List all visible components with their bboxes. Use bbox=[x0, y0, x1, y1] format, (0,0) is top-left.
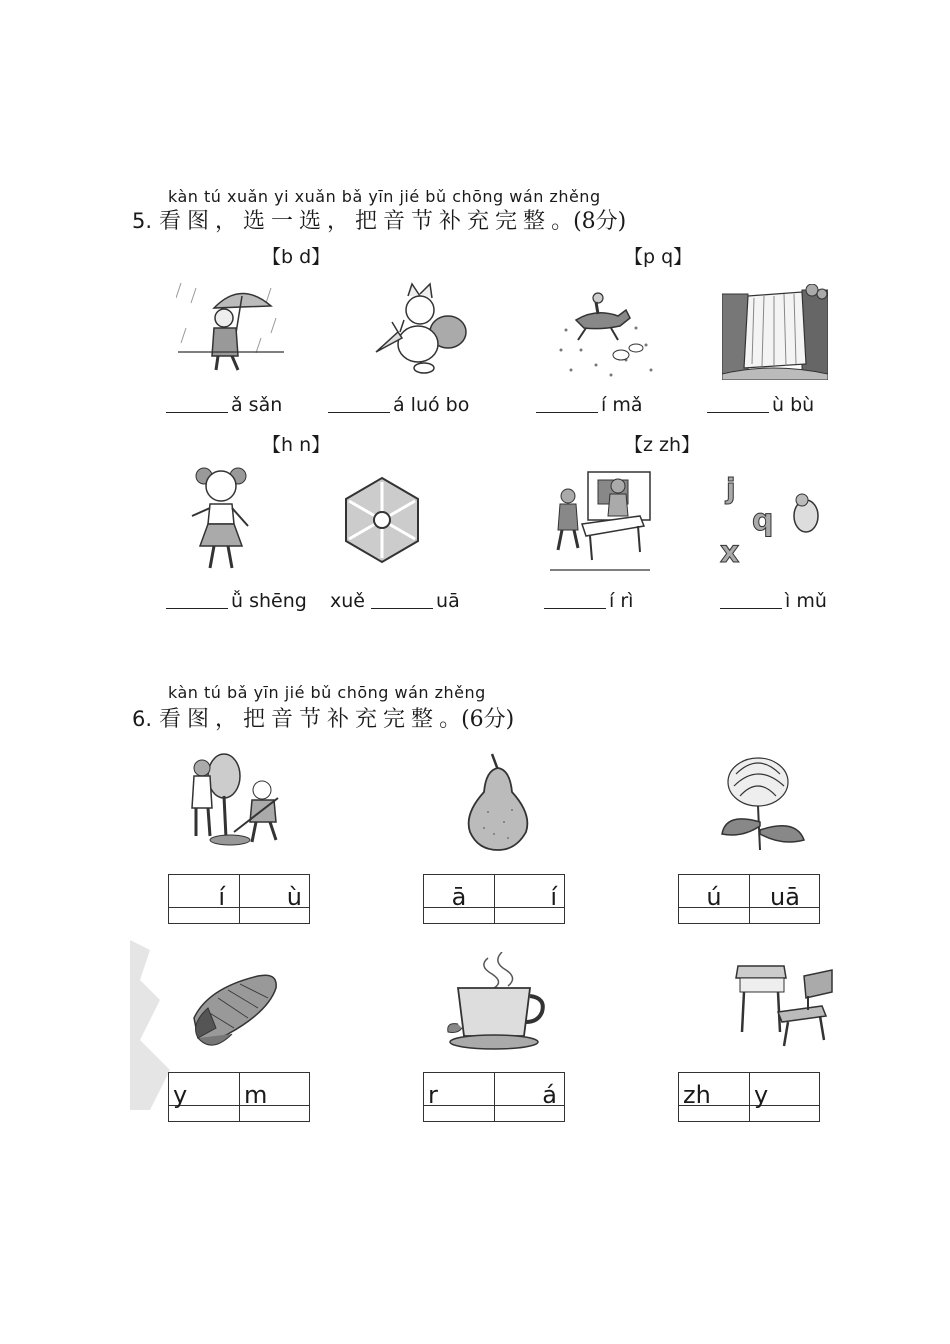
blank-line[interactable] bbox=[328, 394, 390, 413]
pinyin-grid-pear[interactable] bbox=[423, 874, 565, 924]
syllable-suffix: á luó bo bbox=[393, 394, 470, 416]
child-umbrella-picture bbox=[176, 278, 286, 378]
blank-line[interactable] bbox=[371, 590, 433, 609]
snowflake-picture bbox=[342, 476, 422, 564]
syllable-prefix: xuě bbox=[330, 590, 365, 612]
letter-choice-hn: 【h n】 bbox=[262, 434, 331, 456]
syllable-suffix: uā bbox=[436, 590, 460, 612]
syllable-suffix: í rì bbox=[609, 590, 634, 612]
blank-line[interactable] bbox=[720, 590, 782, 609]
letter-choice-pq: 【p q】 bbox=[624, 246, 693, 268]
pinyin-grid-desk[interactable] bbox=[678, 1072, 820, 1122]
blank-umbrella[interactable] bbox=[166, 394, 282, 416]
q5-instruction: 看图，选一选，把音节补充完整 bbox=[159, 209, 552, 234]
q5-title bbox=[132, 204, 626, 235]
q6-title bbox=[132, 702, 514, 733]
pinyin-grid-tree[interactable] bbox=[168, 874, 310, 924]
cleaning-classroom-picture bbox=[548, 470, 652, 576]
svg-text:q: q bbox=[752, 503, 774, 538]
planting-tree-picture bbox=[186, 752, 294, 848]
q5-pinyin: kàn tú xuǎn yi xuǎn bǎ yīn jié bǔ chōng wán zhěng bbox=[168, 187, 601, 206]
letter-choice-zzh: 【z zh】 bbox=[624, 434, 701, 456]
blank-line[interactable] bbox=[536, 394, 598, 413]
horse-rider-picture bbox=[556, 290, 661, 380]
letter-choice-bd: 【b d】 bbox=[262, 246, 331, 268]
q5-points: 。(8分) bbox=[551, 209, 627, 234]
syllable-suffix: ù bù bbox=[772, 394, 815, 416]
q6-number: 6. bbox=[132, 707, 153, 731]
pinyin-grid-cup[interactable] bbox=[423, 1072, 565, 1122]
q6-pinyin: kàn tú bǎ yīn jié bǔ chōng wán zhěng bbox=[168, 683, 486, 702]
svg-text:j: j bbox=[726, 472, 736, 505]
q6-instruction: 看图，把音节补充完整 bbox=[159, 707, 440, 732]
blank-girl[interactable] bbox=[166, 590, 307, 612]
grid-cell-2[interactable]: m bbox=[244, 1081, 268, 1109]
grid-cell-1[interactable]: zh bbox=[683, 1081, 711, 1109]
syllable-suffix: ǚ shēng bbox=[231, 590, 307, 612]
grid-cell-1[interactable]: y bbox=[173, 1081, 188, 1109]
syllable-suffix: ǎ sǎn bbox=[231, 394, 283, 416]
pinyin-grid-chrysanthemum[interactable] bbox=[678, 874, 820, 924]
svg-text:x: x bbox=[720, 535, 740, 570]
desk-chair-picture bbox=[728, 960, 840, 1050]
grid-cell-2[interactable]: á bbox=[542, 1081, 557, 1109]
pinyin-grid-corn[interactable] bbox=[168, 1072, 310, 1122]
blank-line[interactable] bbox=[166, 590, 228, 609]
rabbit-radish-picture bbox=[368, 282, 478, 377]
blank-cleaning[interactable] bbox=[544, 590, 633, 612]
syllable-suffix: ì mǔ bbox=[785, 590, 827, 612]
blank-snowflake[interactable] bbox=[330, 590, 460, 612]
cup-picture bbox=[444, 952, 548, 1052]
grid-cell-2[interactable]: í bbox=[550, 883, 557, 911]
pear-picture bbox=[464, 752, 534, 852]
grid-cell-1[interactable]: r bbox=[428, 1081, 438, 1109]
q5-number: 5. bbox=[132, 209, 153, 233]
corn-picture bbox=[188, 968, 284, 1054]
grid-cell-2[interactable]: uā bbox=[770, 883, 800, 911]
blank-line[interactable] bbox=[166, 394, 228, 413]
girl-picture bbox=[186, 464, 256, 576]
grid-cell-1[interactable]: ú bbox=[706, 883, 722, 911]
grid-cell-1[interactable]: ā bbox=[451, 883, 467, 911]
waterfall-picture bbox=[722, 284, 828, 380]
grid-cell-1[interactable]: í bbox=[218, 883, 225, 911]
blank-line[interactable] bbox=[707, 394, 769, 413]
blank-radish[interactable] bbox=[328, 394, 469, 416]
grid-cell-2[interactable]: ù bbox=[286, 883, 302, 911]
blank-waterfall[interactable] bbox=[707, 394, 814, 416]
blank-letters[interactable] bbox=[720, 590, 827, 612]
q6-points: 。(6分) bbox=[439, 707, 515, 732]
grid-cell-2[interactable]: y bbox=[754, 1081, 769, 1109]
blank-horse[interactable] bbox=[536, 394, 642, 416]
blank-line[interactable] bbox=[544, 590, 606, 609]
syllable-suffix: í mǎ bbox=[601, 394, 643, 416]
letters-picture bbox=[718, 470, 838, 570]
chrysanthemum-picture bbox=[706, 752, 810, 852]
